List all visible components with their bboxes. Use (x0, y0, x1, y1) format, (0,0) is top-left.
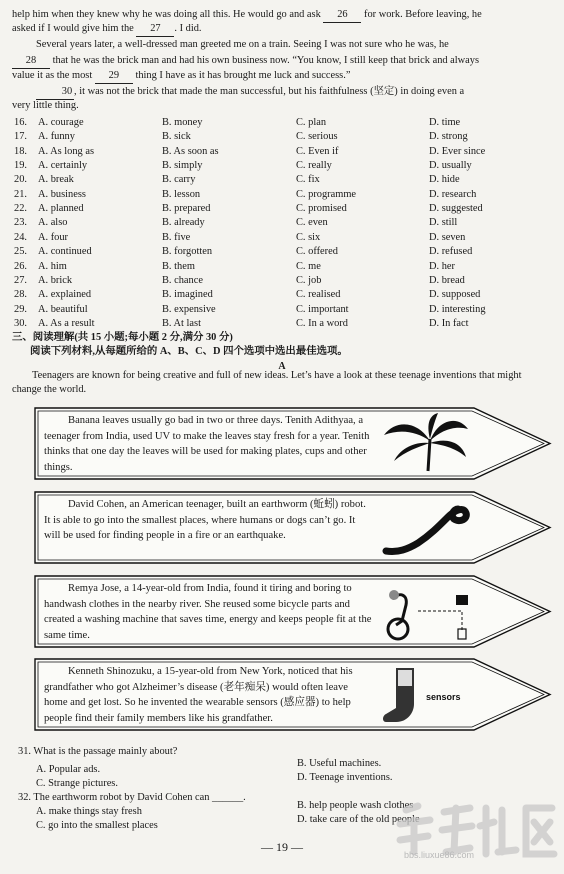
sensors-label: sensors (426, 692, 461, 702)
option-b: B. forgotten (162, 246, 213, 258)
question-number: 22. (14, 203, 27, 215)
question-number: 20. (14, 174, 27, 186)
option-b: B. expensive (162, 303, 216, 315)
cloze-text: help him when they knew why he was doing all this. He would go and ask (12, 9, 321, 20)
option-a: A. also (38, 217, 68, 229)
passage-intro: Teenagers are known for being creative and full of new ideas. Let’s have a look at these teenage inventions that might change the world. (12, 370, 522, 396)
option-d: D. hide (429, 174, 460, 186)
invention-card-banana (34, 407, 552, 480)
option-b: B. prepared (162, 203, 211, 215)
earthworm-icon (378, 497, 470, 557)
blank-27: 27 (136, 22, 174, 37)
question-32-stem: 32. The earthworm robot by David Cohen can ______. (18, 792, 246, 803)
cloze-text: value it as the most (12, 70, 93, 81)
invention-card-earthworm (34, 491, 552, 564)
section-heading: 三、阅读理解(共 15 小题;每小题 2 分,满分 30 分) (12, 332, 233, 343)
question-32-option-c: C. go into the smallest places (36, 820, 158, 831)
option-c: C. promised (296, 203, 347, 215)
option-b: B. chance (162, 274, 203, 286)
blank-28: 28 (12, 54, 50, 69)
option-d: D. seven (429, 231, 466, 243)
option-d: D. time (429, 117, 461, 128)
cloze-text: asked if I would give him the (12, 23, 134, 34)
card-text: Kenneth Shinozuku, a 15-year-old from New York, noticed that his grandfather who got Alzheimer’s disease (老年痴呆) would often leave home and get lost. So he invented the wearable sensors (感应器) to help people find their family members like his grandfather. (44, 666, 353, 724)
question-number: 24. (14, 231, 27, 243)
cloze-line-4 (12, 54, 552, 69)
watermark-site: bbs.liuxue86.com (404, 850, 475, 860)
option-d: D. Ever since (429, 145, 486, 157)
option-a: A. certainly (38, 160, 88, 172)
option-c: C. job (296, 274, 322, 286)
option-a: A. planned (38, 203, 84, 215)
cloze-text: for work. Before leaving, he (364, 9, 482, 20)
option-a: A. him (38, 260, 67, 272)
option-d: D. strong (429, 131, 468, 143)
option-c: C. offered (296, 246, 338, 258)
card-text: Banana leaves usually go bad in two or three days. Tenith Adithyaa, a teenager from India, used UV to make the leaves stay fresh for a year. Tenith thinks that one day the leaves will be used for making plates, cups and other things. (44, 415, 370, 473)
option-a: A. explained (38, 289, 92, 301)
option-b: B. sick (162, 131, 191, 143)
question-number: 17. (14, 131, 27, 143)
option-b: B. imagined (162, 289, 213, 301)
option-b: B. them (162, 260, 195, 272)
question-31-option-c: C. Strange pictures. (36, 778, 118, 789)
option-a: A. courage (38, 117, 84, 128)
question-number: 16. (14, 117, 27, 128)
option-d: D. usually (429, 160, 472, 172)
option-d: D. supposed (429, 289, 481, 301)
option-a: A. continued (38, 246, 92, 258)
cloze-line-1 (12, 8, 552, 23)
option-a: A. funny (38, 131, 75, 143)
option-a: A. break (38, 174, 74, 186)
option-a: A. beautiful (38, 303, 88, 315)
sensor-sock-icon (378, 664, 470, 724)
option-b: B. As soon as (162, 145, 219, 157)
option-a: A. As long as (38, 145, 94, 157)
option-d: D. bread (429, 274, 465, 286)
option-d: D. suggested (429, 203, 483, 215)
cloze-text: . I did. (174, 23, 202, 34)
invention-card-sensors (34, 658, 552, 731)
question-31-stem: 31. What is the passage mainly about? (18, 746, 178, 757)
question-number: 18. (14, 145, 27, 157)
option-a: A. four (38, 231, 69, 243)
option-b: B. lesson (162, 188, 201, 200)
cloze-line-6 (12, 85, 552, 100)
option-d: D. In fact (429, 317, 469, 329)
banana-plant-icon (378, 413, 470, 473)
question-number: 25. (14, 246, 27, 258)
option-c: C. even (296, 217, 328, 229)
option-c: C. Even if (296, 145, 339, 157)
question-number: 28. (14, 289, 27, 301)
passage-label: A (278, 361, 286, 372)
question-number: 26. (14, 260, 27, 272)
question-number: 29. (14, 303, 27, 315)
option-c: C. really (296, 160, 332, 172)
option-c: C. fix (296, 174, 320, 186)
cloze-line-5 (12, 69, 552, 84)
option-a: A. brick (38, 274, 73, 286)
cloze-line-2 (12, 22, 552, 37)
option-b: B. At last (162, 317, 201, 329)
blank-29: 29 (95, 69, 133, 84)
option-c: C. plan (296, 117, 327, 128)
blank-26: 26 (323, 8, 361, 23)
question-31-option-b: B. Useful machines. (297, 758, 382, 769)
cloze-text: that he was the brick man and had his own business now. “You know, I still keep that brick and always (52, 55, 480, 66)
option-b: B. already (162, 217, 205, 229)
option-c: C. serious (296, 131, 338, 143)
question-number: 23. (14, 217, 27, 229)
option-b: B. carry (162, 174, 196, 186)
option-b: B. five (162, 231, 191, 243)
option-b: B. money (162, 117, 203, 128)
cloze-text: thing I have as it has brought me luck and success.” (135, 70, 351, 81)
blank-30: 30 (36, 85, 74, 100)
section-instruction: 阅读下列材料,从每题所给的 A、B、C、D 四个选项中选出最佳选项。 (30, 346, 348, 357)
option-d: D. interesting (429, 303, 486, 315)
page-number: — 19 — (261, 840, 303, 854)
question-number: 27. (14, 274, 27, 286)
cloze-line-7: very little thing. (12, 100, 79, 111)
cloze-text: , it was not the brick that made the man successful, but his faithfulness (坚定) in doing even a (74, 86, 465, 97)
option-c: C. In a word (296, 317, 348, 329)
question-32-option-a: A. make things stay fresh (36, 806, 142, 817)
card-text: Remya Jose, a 14-year-old from India, found it tiring and boring to handwash clothes in the nearby river. She reused some bicycle parts and created a washing machine that saves time, energy and keeps people fit at the same time. (44, 583, 372, 641)
cloze-line-3: Several years later, a well-dressed man greeted me on a train. Seeing I was not sure who he was, he (36, 39, 449, 50)
invention-card-washer (34, 575, 552, 648)
option-c: C. important (296, 303, 349, 315)
question-31-option-d: D. Teenage inventions. (297, 772, 393, 783)
question-32-option-b: B. help people wash clothes (297, 800, 414, 811)
question-31-option-a: A. Popular ads. (36, 764, 101, 775)
option-a: A. business (38, 188, 86, 200)
option-a: A. As a result (38, 317, 95, 329)
card-text: David Cohen, an American teenager, built an earthworm (蚯蚓) robot. It is able to go into the smallest places, where humans or dogs can’t go. It will be used for finding people in a fire or an earthquake. (44, 499, 366, 541)
option-b: B. simply (162, 160, 203, 172)
option-d: D. still (429, 217, 458, 229)
bicycle-washer-icon (378, 581, 470, 641)
option-c: C. programme (296, 188, 357, 200)
question-number: 21. (14, 188, 27, 200)
option-c: C. realised (296, 289, 341, 301)
option-c: C. six (296, 231, 321, 243)
question-32-option-d: D. take care of the old people (297, 814, 420, 825)
option-d: D. research (429, 188, 477, 200)
option-d: D. her (429, 260, 455, 272)
option-d: D. refused (429, 246, 473, 258)
question-number: 19. (14, 160, 27, 172)
question-number: 30. (14, 317, 27, 329)
option-c: C. me (296, 260, 321, 272)
